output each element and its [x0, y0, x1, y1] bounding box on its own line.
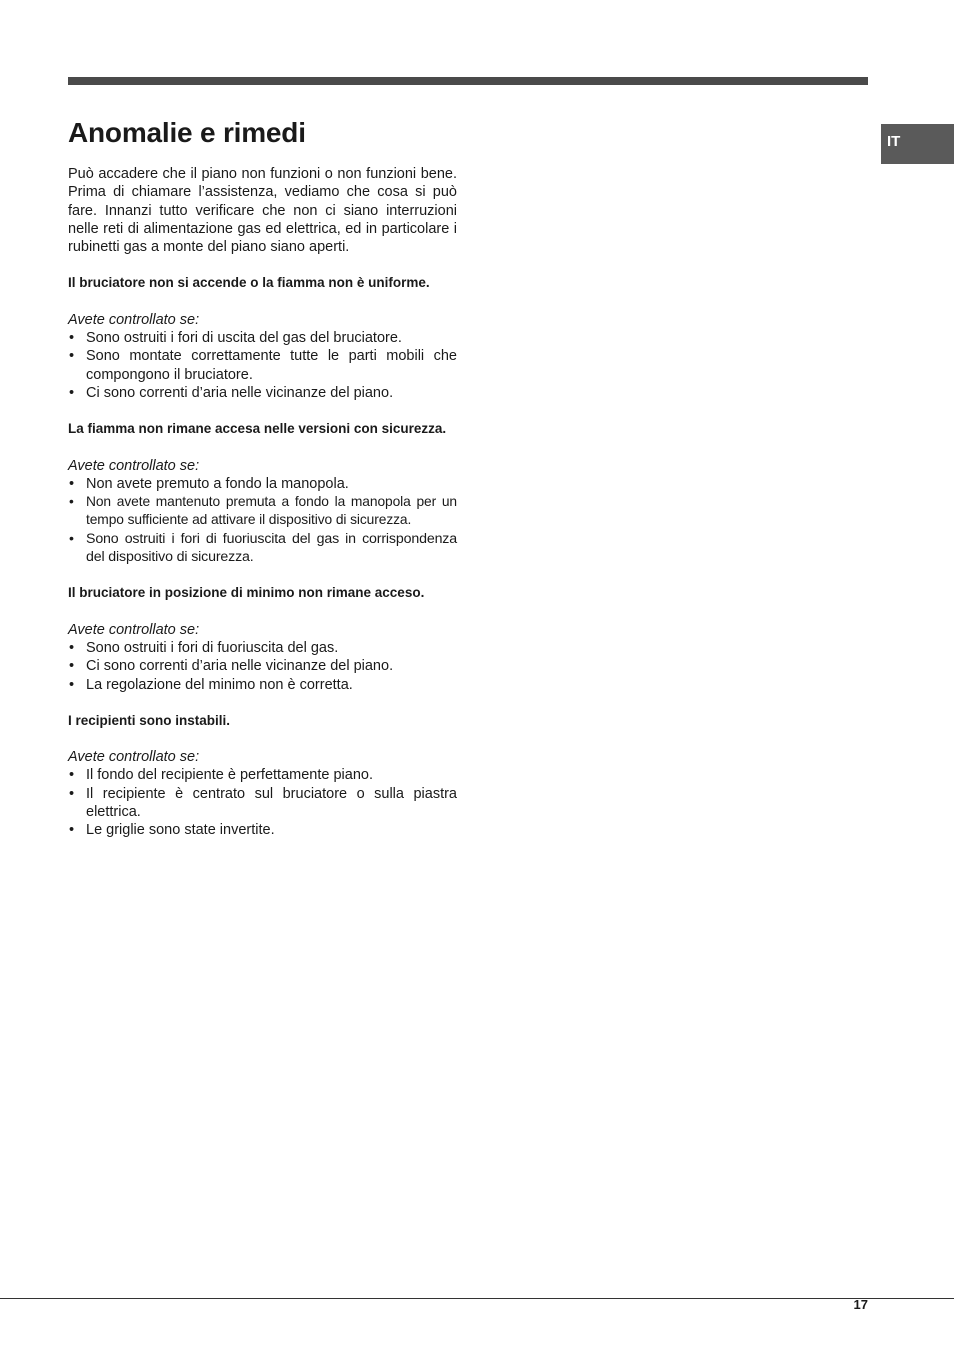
section-minimum-not-staying-lit	[68, 584, 457, 693]
section-unstable-pans	[68, 712, 457, 840]
section-heading: Il bruciatore non si accende o la fiamma non è uniforme.	[68, 275, 430, 291]
check-label: Avete controllato se:	[68, 749, 200, 766]
list-item: • Sono montate correttamente tutte le parti mobili che compongono il bruciatore.	[68, 347, 457, 384]
check-label: Avete controllato se:	[68, 621, 200, 638]
list-item: • Le griglie sono state invertite.	[68, 821, 457, 839]
list-item: • Sono ostruiti i fori di fuoriuscita del gas.	[68, 639, 457, 657]
list-item: • Non avete premuto a fondo la manopola.	[68, 475, 457, 493]
list-item: • Sono ostruiti i fori di fuoriuscita del gas in corrispondenza del dispositivo di sicurezza.	[68, 530, 457, 567]
footer-rule	[0, 1298, 954, 1299]
title-block	[68, 116, 457, 150]
page-title: Anomalie e rimedi	[68, 117, 306, 148]
check-list	[68, 329, 457, 402]
main-content	[68, 165, 457, 858]
header-bar	[68, 77, 868, 85]
page-number: 17	[853, 1297, 868, 1312]
list-item: • Il recipiente è centrato sul bruciatore o sulla piastra elettrica.	[68, 785, 457, 822]
list-item: • Non avete mantenuto premuta a fondo la manopola per un tempo sufficiente ad attivare il dispositivo di sicurezza.	[68, 493, 457, 530]
list-item: • Ci sono correnti d’aria nelle vicinanze del piano.	[68, 384, 457, 402]
intro-paragraph: Può accadere che il piano non funzioni o non funzioni bene. Prima di chiamare l’assistenza, vediamo che cosa si può fare. Innanzi tutto verificare che non ci siano interruzioni nelle reti di alimentazione gas ed elettrica, ed in particolare i rubinetti gas a monte del piano siano aperti.	[68, 166, 457, 256]
section-heading: La fiamma non rimane accesa nelle versioni con sicurezza.	[68, 421, 447, 437]
check-list	[68, 475, 457, 566]
list-item: • Sono ostruiti i fori di uscita del gas del bruciatore.	[68, 329, 457, 347]
section-heading: Il bruciatore in posizione di minimo non rimane acceso.	[68, 585, 425, 601]
check-list	[68, 766, 457, 839]
check-label: Avete controllato se:	[68, 457, 200, 474]
list-item: • La regolazione del minimo non è corretta.	[68, 676, 457, 694]
language-tab: IT	[881, 124, 954, 164]
section-flame-not-staying-lit	[68, 420, 457, 566]
section-burner-not-lighting	[68, 274, 457, 402]
list-item: • Il fondo del recipiente è perfettamente piano.	[68, 766, 457, 784]
check-list	[68, 639, 457, 694]
list-item: • Ci sono correnti d’aria nelle vicinanze del piano.	[68, 657, 457, 675]
section-heading: I recipienti sono instabili.	[68, 712, 231, 728]
check-label: Avete controllato se:	[68, 311, 200, 328]
